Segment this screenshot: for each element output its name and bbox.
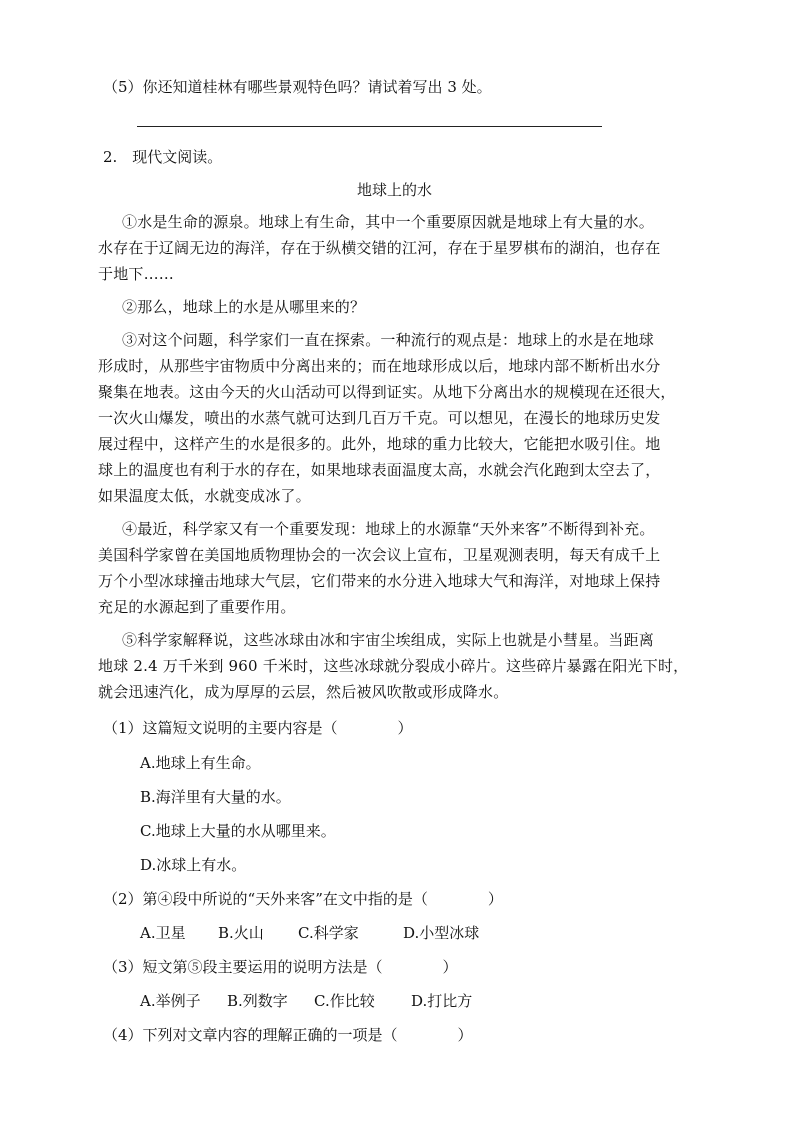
article-line: ②那么，地球上的水是从哪里来的？ [122, 298, 366, 316]
article-line: 就会迅速汽化，成为厚厚的云层，然后被风吹散或形成降水。 [98, 683, 509, 701]
question-1-option-d[interactable]: D.冰球上有水。 [140, 856, 247, 874]
article-line: 聚集在地表。这由今天的火山活动可以得到证实。从地下分离出水的规模现在还很大， [98, 383, 676, 401]
question-3-option-b[interactable]: B.列数字 [227, 992, 288, 1010]
article-title: 地球上的水 [357, 181, 433, 199]
question-3-option-c[interactable]: C.作比较 [314, 992, 375, 1010]
question-1-option-b[interactable]: B.海洋里有大量的水。 [140, 788, 291, 806]
article-line: ④最近，科学家又有一个重要发现：地球上的水源靠“天外来客”不断得到补充。 [122, 520, 655, 538]
question-3-option-d[interactable]: D.打比方 [411, 992, 473, 1010]
question-2-option-c[interactable]: C.科学家 [298, 924, 359, 942]
question-3-stem: （3）短文第⑤段主要运用的说明方法是（ ） [103, 958, 458, 976]
question-2-stem: （2）第④段中所说的“天外来客”在文中指的是（ ） [103, 890, 503, 908]
answer-blank-line[interactable] [137, 126, 602, 127]
article-line: 地球 2.4 万千米到 960 千米时，这些冰球就分裂成小碎片。这些碎片暴露在阳光下时， [98, 657, 689, 675]
article-line: 水存在于辽阔无边的海洋，存在于纵横交错的江河，存在于星罗棋布的湖泊，也存在 [98, 239, 661, 257]
article-line: 于地下…… [98, 265, 175, 283]
question-2-option-a[interactable]: A.卫星 [140, 924, 186, 942]
article-line: 一次火山爆发，喷出的水蒸气就可达到几百万千克。可以想见，在漫长的地球历史发 [98, 409, 661, 427]
article-line: ⑤科学家解释说，这些冰球由冰和宇宙尘埃组成，实际上也就是小彗星。当距离 [122, 631, 655, 649]
article-line: 如果温度太低，水就变成冰了。 [98, 487, 311, 505]
question-1-option-a[interactable]: A.地球上有生命。 [140, 754, 261, 772]
section-heading: 2. 现代文阅读。 [103, 148, 223, 166]
question-1-stem: （1）这篇短文说明的主要内容是（ ） [103, 719, 413, 737]
article-line: 展过程中，这样产生的水是很多的。此外，地球的重力比较大，它能把水吸引住。地 [98, 435, 661, 453]
article-line: 万个小型冰球撞击地球大气层，它们带来的水分进入地球大气和海洋，对地球上保持 [98, 572, 661, 590]
question-4-stem: （4）下列对文章内容的理解正确的一项是（ ） [103, 1026, 473, 1044]
question-5-previous: （5）你还知道桂林有哪些景观特色吗？请试着写出 3 处。 [103, 78, 492, 96]
question-2-option-d[interactable]: D.小型冰球 [403, 924, 480, 942]
question-2-option-b[interactable]: B.火山 [218, 924, 264, 942]
article-line: 球上的温度也有利于水的存在，如果地球表面温度太高，水就会汽化跑到太空去了， [98, 461, 661, 479]
article-line: ①水是生命的源泉。地球上有生命，其中一个重要原因就是地球上有大量的水。 [122, 213, 655, 231]
article-line: 充足的水源起到了重要作用。 [98, 598, 296, 616]
article-line: 形成时，从那些宇宙物质中分离出来的；而在地球形成以后，地球内部不断析出水分 [98, 357, 661, 375]
article-line: ③对这个问题，科学家们一直在探索。一种流行的观点是：地球上的水是在地球 [122, 331, 655, 349]
question-1-option-c[interactable]: C.地球上大量的水从哪里来。 [140, 822, 336, 840]
article-line: 美国科学家曾在美国地质物理协会的一次会议上宣布，卫星观测表明，每天有成千上 [98, 546, 661, 564]
question-3-option-a[interactable]: A.举例子 [140, 992, 201, 1010]
